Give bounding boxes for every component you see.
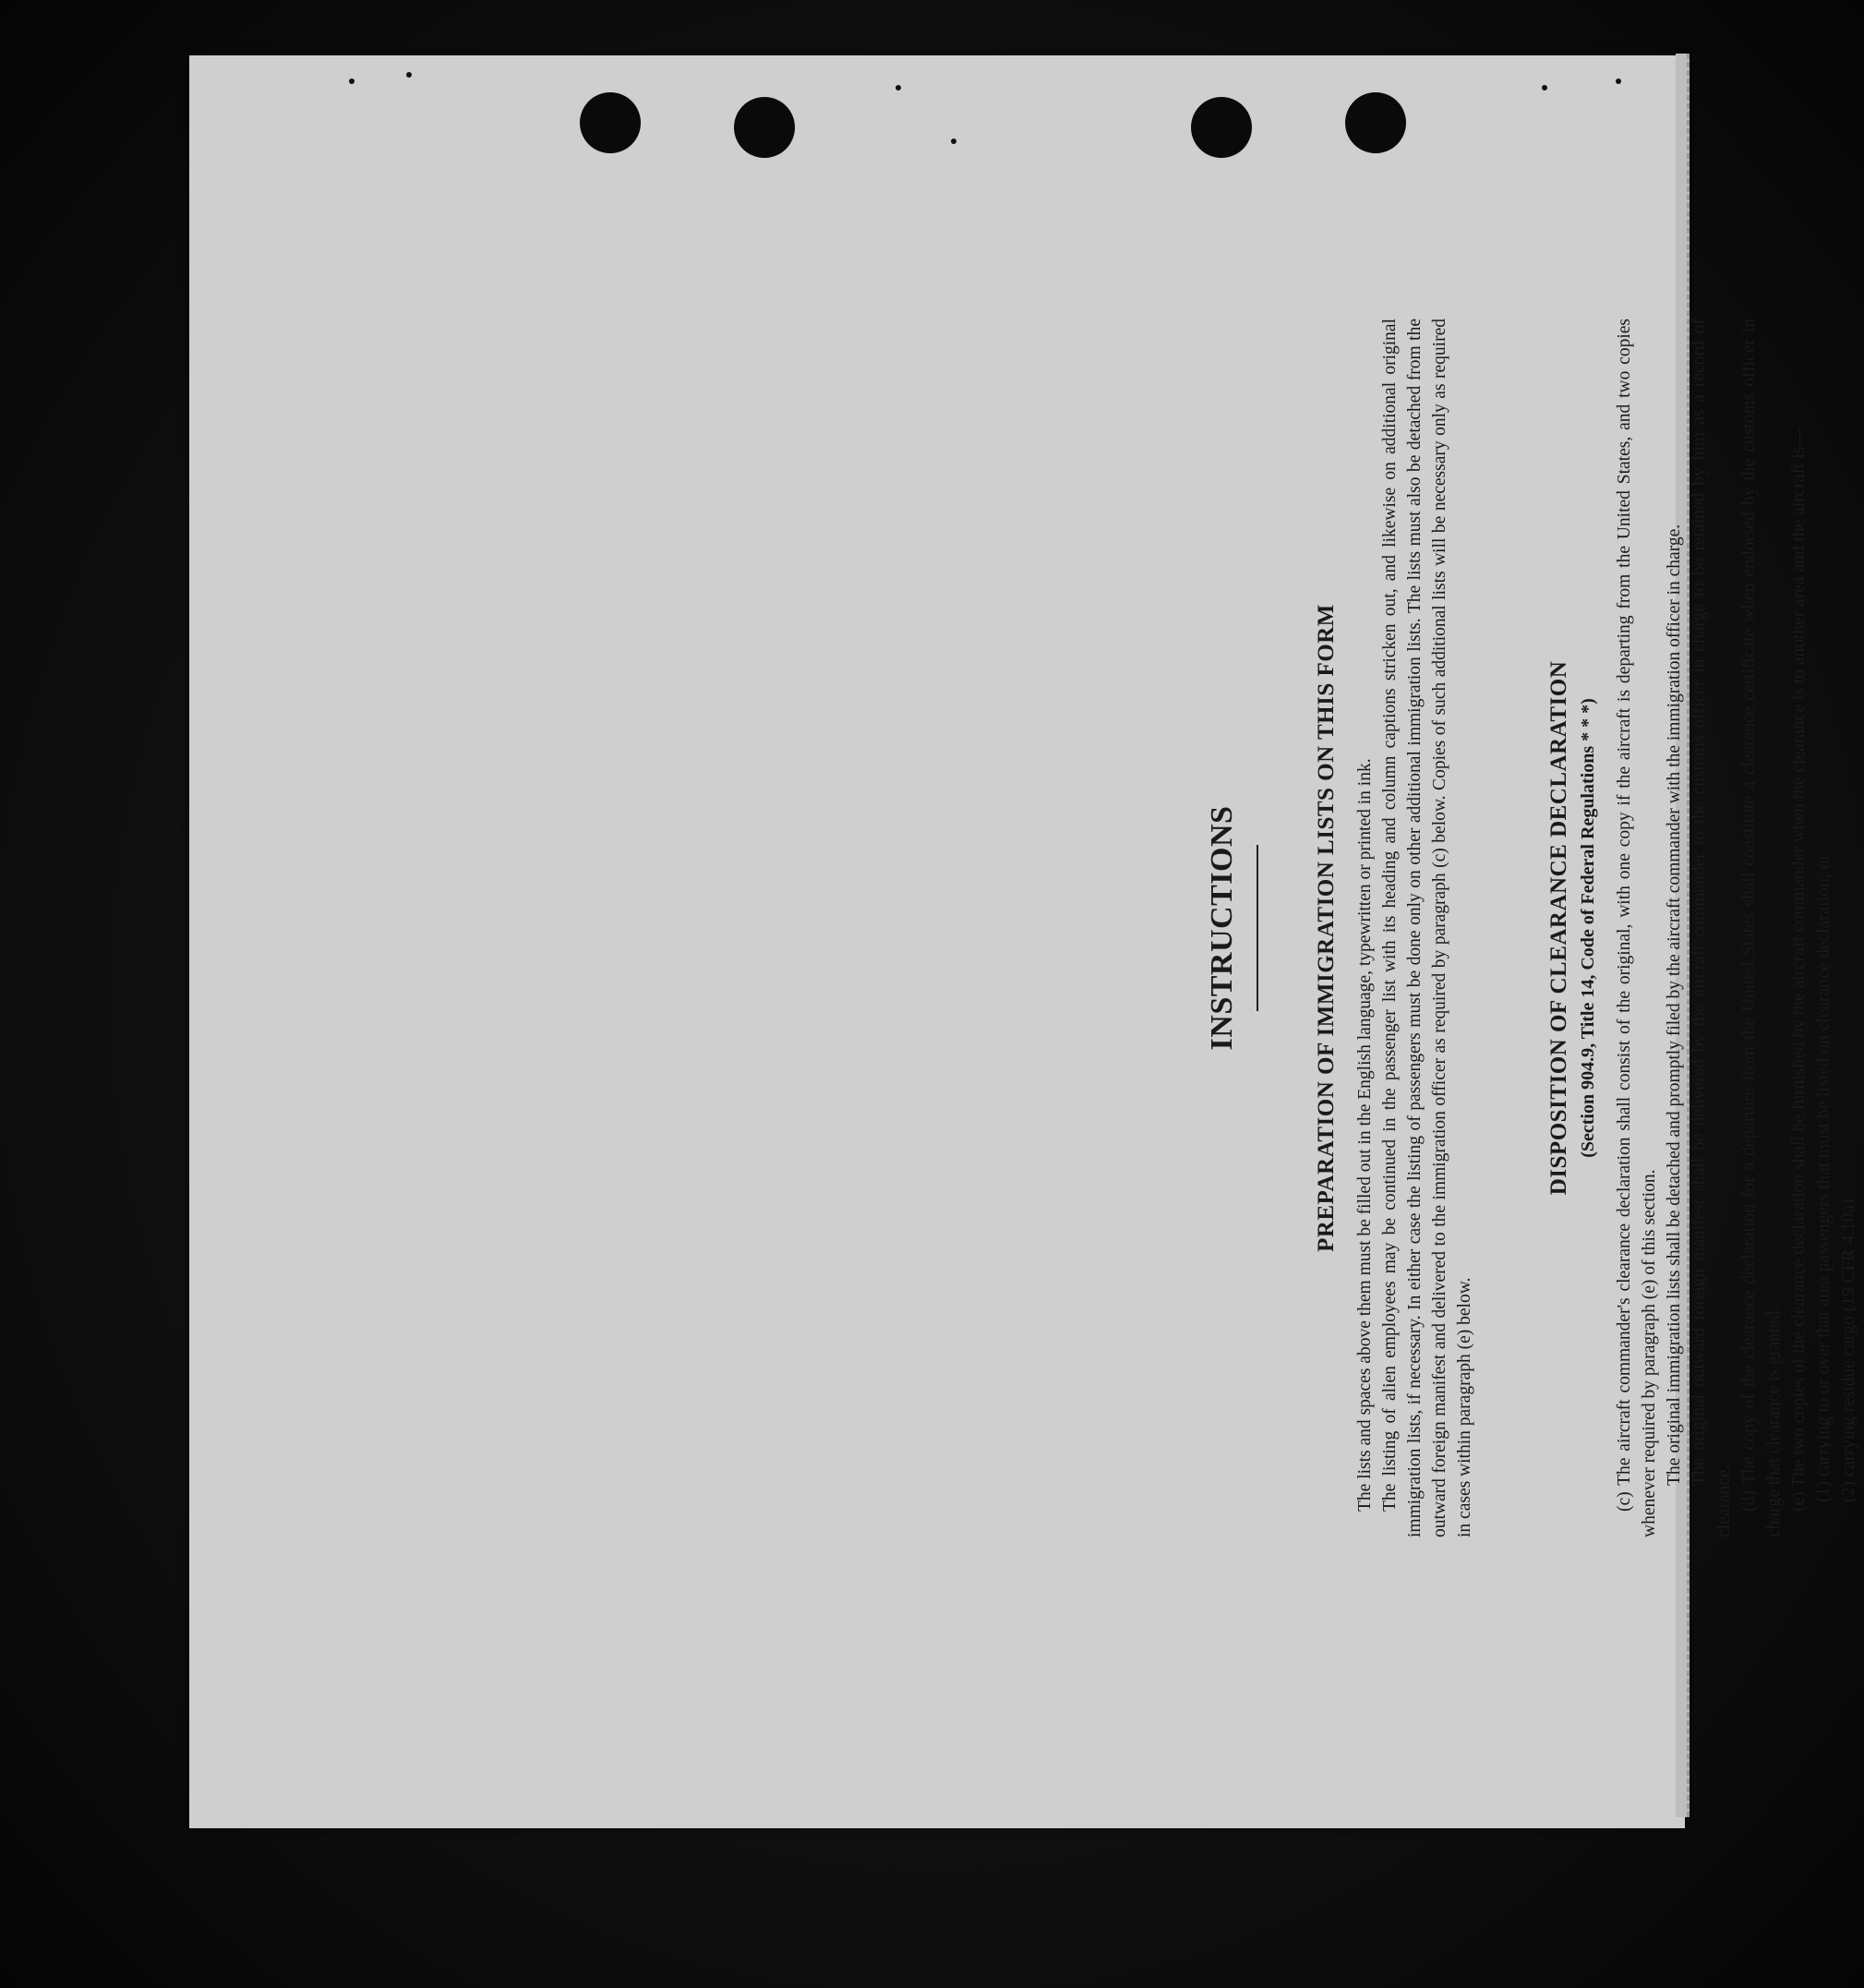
speck: [1616, 78, 1621, 84]
paragraph-e: (e) The two copies of the clearance declaration shall be furnished by the aircraft commander when the clearance is to another area and the aircraft is—: [1789, 428, 1809, 1512]
title-rule: [1257, 845, 1258, 1011]
list-item: (2) carrying residue cargo (19 CFR 4.10a): [1839, 1199, 1858, 1502]
speck: [896, 85, 901, 90]
punch-hole-1: [580, 92, 641, 153]
paragraph: The original outward foreign manifest shall be delivered by the aircraft commander to the customs officer in charge to be retained by him as a record of clearance.: [1690, 319, 1734, 1537]
section-heading: DISPOSITION OF CLEARANCE DECLARATION: [1546, 660, 1571, 1196]
section-subheading: (Section 904.9, Title 14, Code of Federal Regulations * * *): [1578, 698, 1598, 1158]
speck: [349, 78, 355, 84]
speck: [1542, 85, 1547, 90]
section-disposition: [1546, 319, 1864, 1537]
rotated-content: [1205, 208, 1864, 1648]
paragraph-d: (d) The copy of the clearance declaration for a departure from the United States shall constitute a clearance certificate when endorsed by the customs officer in charge that clearance is granted.: [1739, 319, 1784, 1537]
punch-hole-2: [734, 97, 795, 158]
paragraph: The original immigration lists shall be detached and promptly filed by the aircraft commander with the immigration officer in charge.: [1665, 524, 1684, 1486]
instructions-title: INSTRUCTIONS: [1205, 805, 1239, 1051]
punch-hole-3: [1191, 97, 1252, 158]
punch-hole-4: [1345, 92, 1406, 153]
speck: [951, 139, 956, 144]
paragraph-c: (c) The aircraft commander's clearance declaration shall consist of the original, with one copy if the aircraft is departing from the United States, and two copies whenever required by paragraph (e) of this section.: [1615, 319, 1659, 1537]
paragraph: The listing of alien employees may be continued in the passenger list with its heading and column captions stricken out, and likewise on additional original immigration lists, if necessary. In either case the listing of passengers must be done only on other additional immigration lists. The lists must also be detached from the outward foreign manifest and delivered to the immigration officer as required by paragraph (c) below. Copies of such additional lists will be necessary only as required in cases within paragraph (e) below.: [1380, 319, 1474, 1537]
section-preparation: [1314, 319, 1477, 1537]
list-item: (1) carrying to or over that area passengers that must be listed on clearance declaration; or: [1814, 853, 1834, 1502]
speck: [406, 72, 412, 78]
section-heading: PREPARATION OF IMMIGRATION LISTS ON THIS FORM: [1314, 604, 1339, 1252]
paragraph: The lists and spaces above them must be filled out in the English language, typewritten or printed in ink.: [1355, 758, 1375, 1512]
